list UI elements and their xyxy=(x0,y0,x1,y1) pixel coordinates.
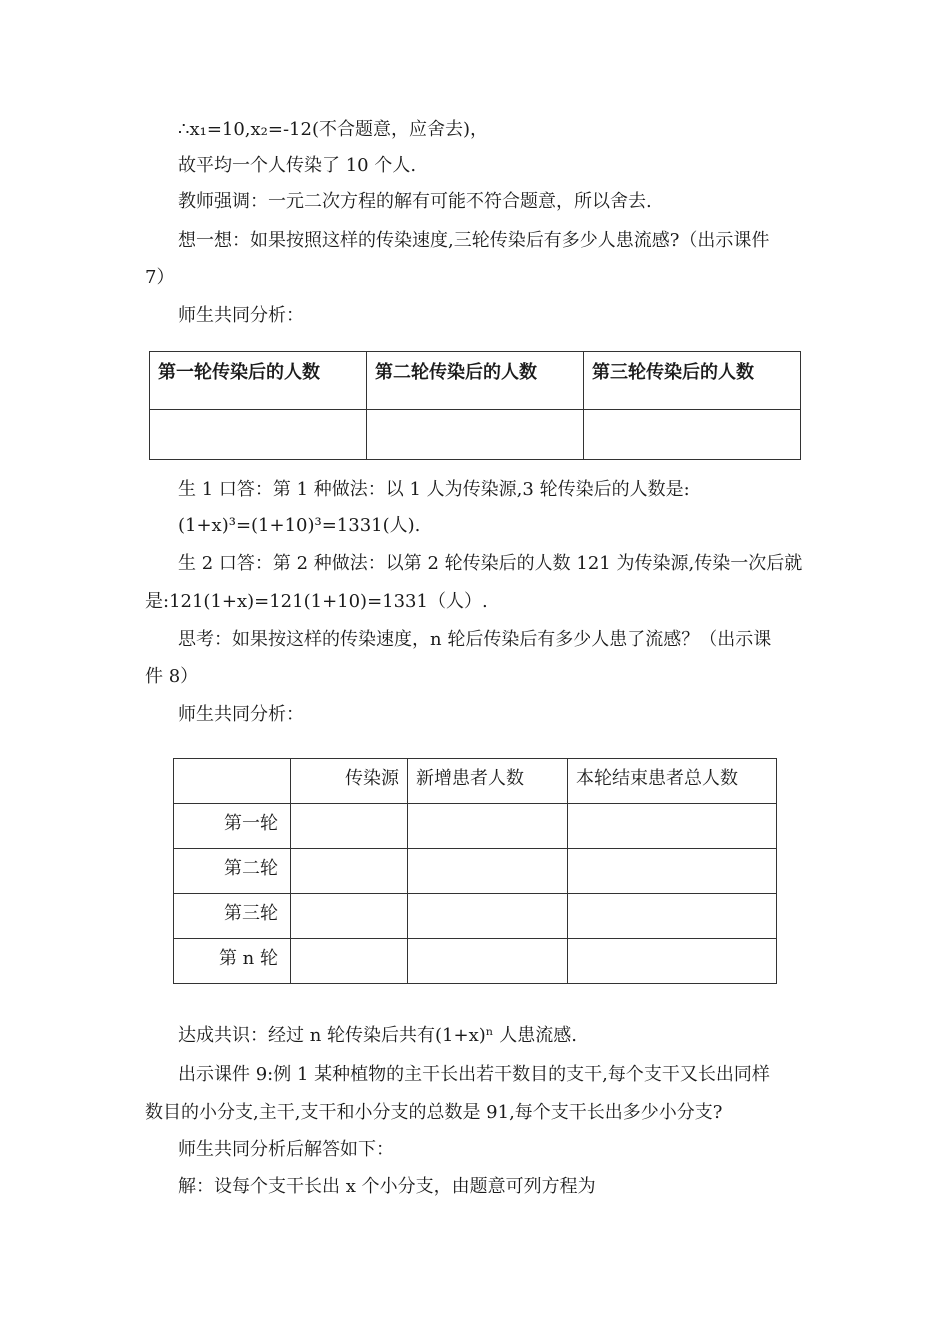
text-line: 数目的小分支,主干,支干和小分支的总数是 91,每个支干长出多少小分支? xyxy=(145,1102,723,1123)
text-line: (1+x)³=(1+10)³=1331(人). xyxy=(178,515,421,536)
row-label: 第三轮 xyxy=(174,894,291,939)
text-line: 是:121(1+x)=121(1+10)=1331（人）. xyxy=(145,591,488,612)
spread-table-1 xyxy=(149,351,801,460)
text-line: 生 2 口答：第 2 种做法：以第 2 轮传染后的人数 121 为传染源,传染一次后就 xyxy=(178,553,803,574)
table-cell xyxy=(291,849,408,894)
text-line: 出示课件 9:例 1 某种植物的主干长出若干数目的支干,每个支干又长出同样 xyxy=(178,1064,770,1085)
text-line: ∴x₁=10,x₂=-12(不合题意，应舍去)， xyxy=(178,119,489,140)
table-cell xyxy=(568,804,777,849)
spread-table-2 xyxy=(173,758,777,984)
text-line: 生 1 口答：第 1 种做法：以 1 人为传染源,3 轮传染后的人数是: xyxy=(178,479,690,500)
table-header: 第三轮传染后的人数 xyxy=(584,352,801,410)
table-cell xyxy=(367,410,584,460)
text-line: 件 8） xyxy=(145,666,199,687)
table-cell xyxy=(150,410,367,460)
table-header: 本轮结束患者总人数 xyxy=(568,759,777,804)
text-line: 教师强调：一元二次方程的解有可能不符合题意，所以舍去. xyxy=(178,191,652,212)
text-line: 7） xyxy=(145,267,175,288)
text-line: 想一想：如果按照这样的传染速度,三轮传染后有多少人患流感?（出示课件 xyxy=(178,230,770,251)
table-cell xyxy=(291,894,408,939)
table-header xyxy=(174,759,291,804)
table-header: 传染源 xyxy=(291,759,408,804)
table-cell xyxy=(408,939,568,984)
text-line: 故平均一个人传染了 10 个人. xyxy=(178,155,417,176)
row-label: 第 n 轮 xyxy=(174,939,291,984)
table-cell xyxy=(291,939,408,984)
table-cell xyxy=(568,939,777,984)
table-cell xyxy=(291,804,408,849)
table-header: 第二轮传染后的人数 xyxy=(367,352,584,410)
row-label: 第一轮 xyxy=(174,804,291,849)
table-cell xyxy=(408,849,568,894)
table-header: 新增患者人数 xyxy=(408,759,568,804)
text-line: 思考：如果按这样的传染速度，n 轮后传染后有多少人患了流感？（出示课 xyxy=(178,629,772,650)
text-line: 师生共同分析： xyxy=(178,704,304,725)
row-label: 第二轮 xyxy=(174,849,291,894)
text-line: 师生共同分析后解答如下： xyxy=(178,1139,394,1160)
text-line: 达成共识：经过 n 轮传染后共有(1+x)ⁿ 人患流感. xyxy=(178,1025,577,1046)
table-header: 第一轮传染后的人数 xyxy=(150,352,367,410)
table-cell xyxy=(584,410,801,460)
table-cell xyxy=(568,894,777,939)
table-cell xyxy=(408,804,568,849)
table-cell xyxy=(408,894,568,939)
table-cell xyxy=(568,849,777,894)
text-line: 解：设每个支干长出 x 个小分支，由题意可列方程为 xyxy=(178,1176,596,1197)
text-line: 师生共同分析： xyxy=(178,305,304,326)
